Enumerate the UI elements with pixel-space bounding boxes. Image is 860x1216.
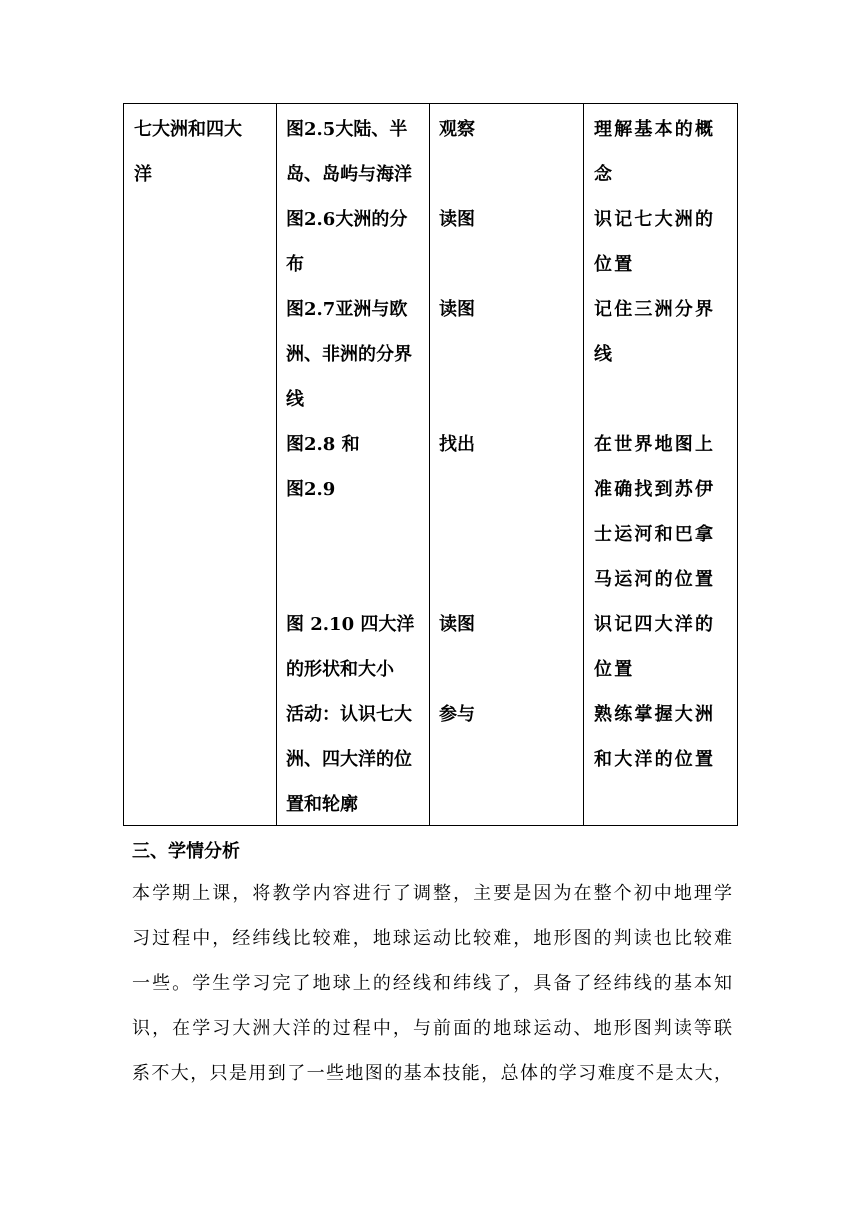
paragraph-line: 系不大，只是用到了一些地图的基本技能，总体的学习难度不是太大， [132,1063,732,1084]
method-line: 读图 [439,299,475,320]
column-divider [429,104,430,825]
method-line: 读图 [439,209,475,230]
goal-line: 记住三洲分界 [594,299,716,320]
method-line: 找出 [439,434,475,455]
goal-line: 和大洋的位置 [594,749,716,770]
goal-line: 识记七大洲的 [594,209,716,230]
resource-line: 置和轮廓 [286,794,358,815]
goal-line: 位置 [594,254,635,275]
resource-line: 活动：认识七大 [286,704,412,725]
analysis-paragraph [132,871,732,1096]
resource-line: 线 [286,389,304,410]
resource-line: 的形状和大小 [286,659,394,680]
resource-line: 图2.6大洲的分 [286,209,408,230]
resource-line: 岛、岛屿与海洋 [286,164,412,185]
resource-line: 图2.5大陆、半 [286,119,408,140]
method-line: 读图 [439,614,475,635]
goal-line: 念 [594,164,615,185]
goal-line: 在世界地图上 [594,434,716,455]
goal-line: 识记四大洋的 [594,614,716,635]
goal-line: 熟练掌握大洲 [594,704,716,725]
goal-line: 马运河的位置 [594,569,716,590]
column-divider [276,104,277,825]
topic-line: 洋 [134,164,152,185]
paragraph-line: 识，在学习大洲大洋的过程中，与前面的地球运动、地形图判读等联 [132,1018,732,1039]
method-line: 参与 [439,704,475,725]
goal-line: 准确找到苏伊 [594,479,716,500]
resource-line: 洲、四大洋的位 [286,749,412,770]
resource-line: 布 [286,254,304,275]
resource-line: 图2.8 和 [286,434,360,455]
paragraph-line: 本学期上课，将教学内容进行了调整，主要是因为在整个初中地理学 [132,883,732,904]
goal-line: 理解基本的概 [594,119,716,140]
paragraph-line: 一些。学生学习完了地球上的经线和纬线了，具备了经纬线的基本知 [132,973,732,994]
goal-line: 线 [594,344,615,365]
paragraph-line: 习过程中，经纬线比较难，地球运动比较难，地形图的判读也比较难 [132,928,732,949]
goal-line: 位置 [594,659,635,680]
section-heading: 三、学情分析 [132,841,240,862]
resource-line: 图2.7亚洲与欧 [286,299,408,320]
resource-line: 图 2.10 四大洋 [286,614,415,635]
lesson-table [123,103,738,826]
method-line: 观察 [439,119,475,140]
resource-line: 洲、非洲的分界 [286,344,412,365]
topic-line: 七大洲和四大 [134,119,242,140]
resource-line: 图2.9 [286,479,336,500]
goal-line: 士运河和巴拿 [594,524,716,545]
column-divider [583,104,584,825]
